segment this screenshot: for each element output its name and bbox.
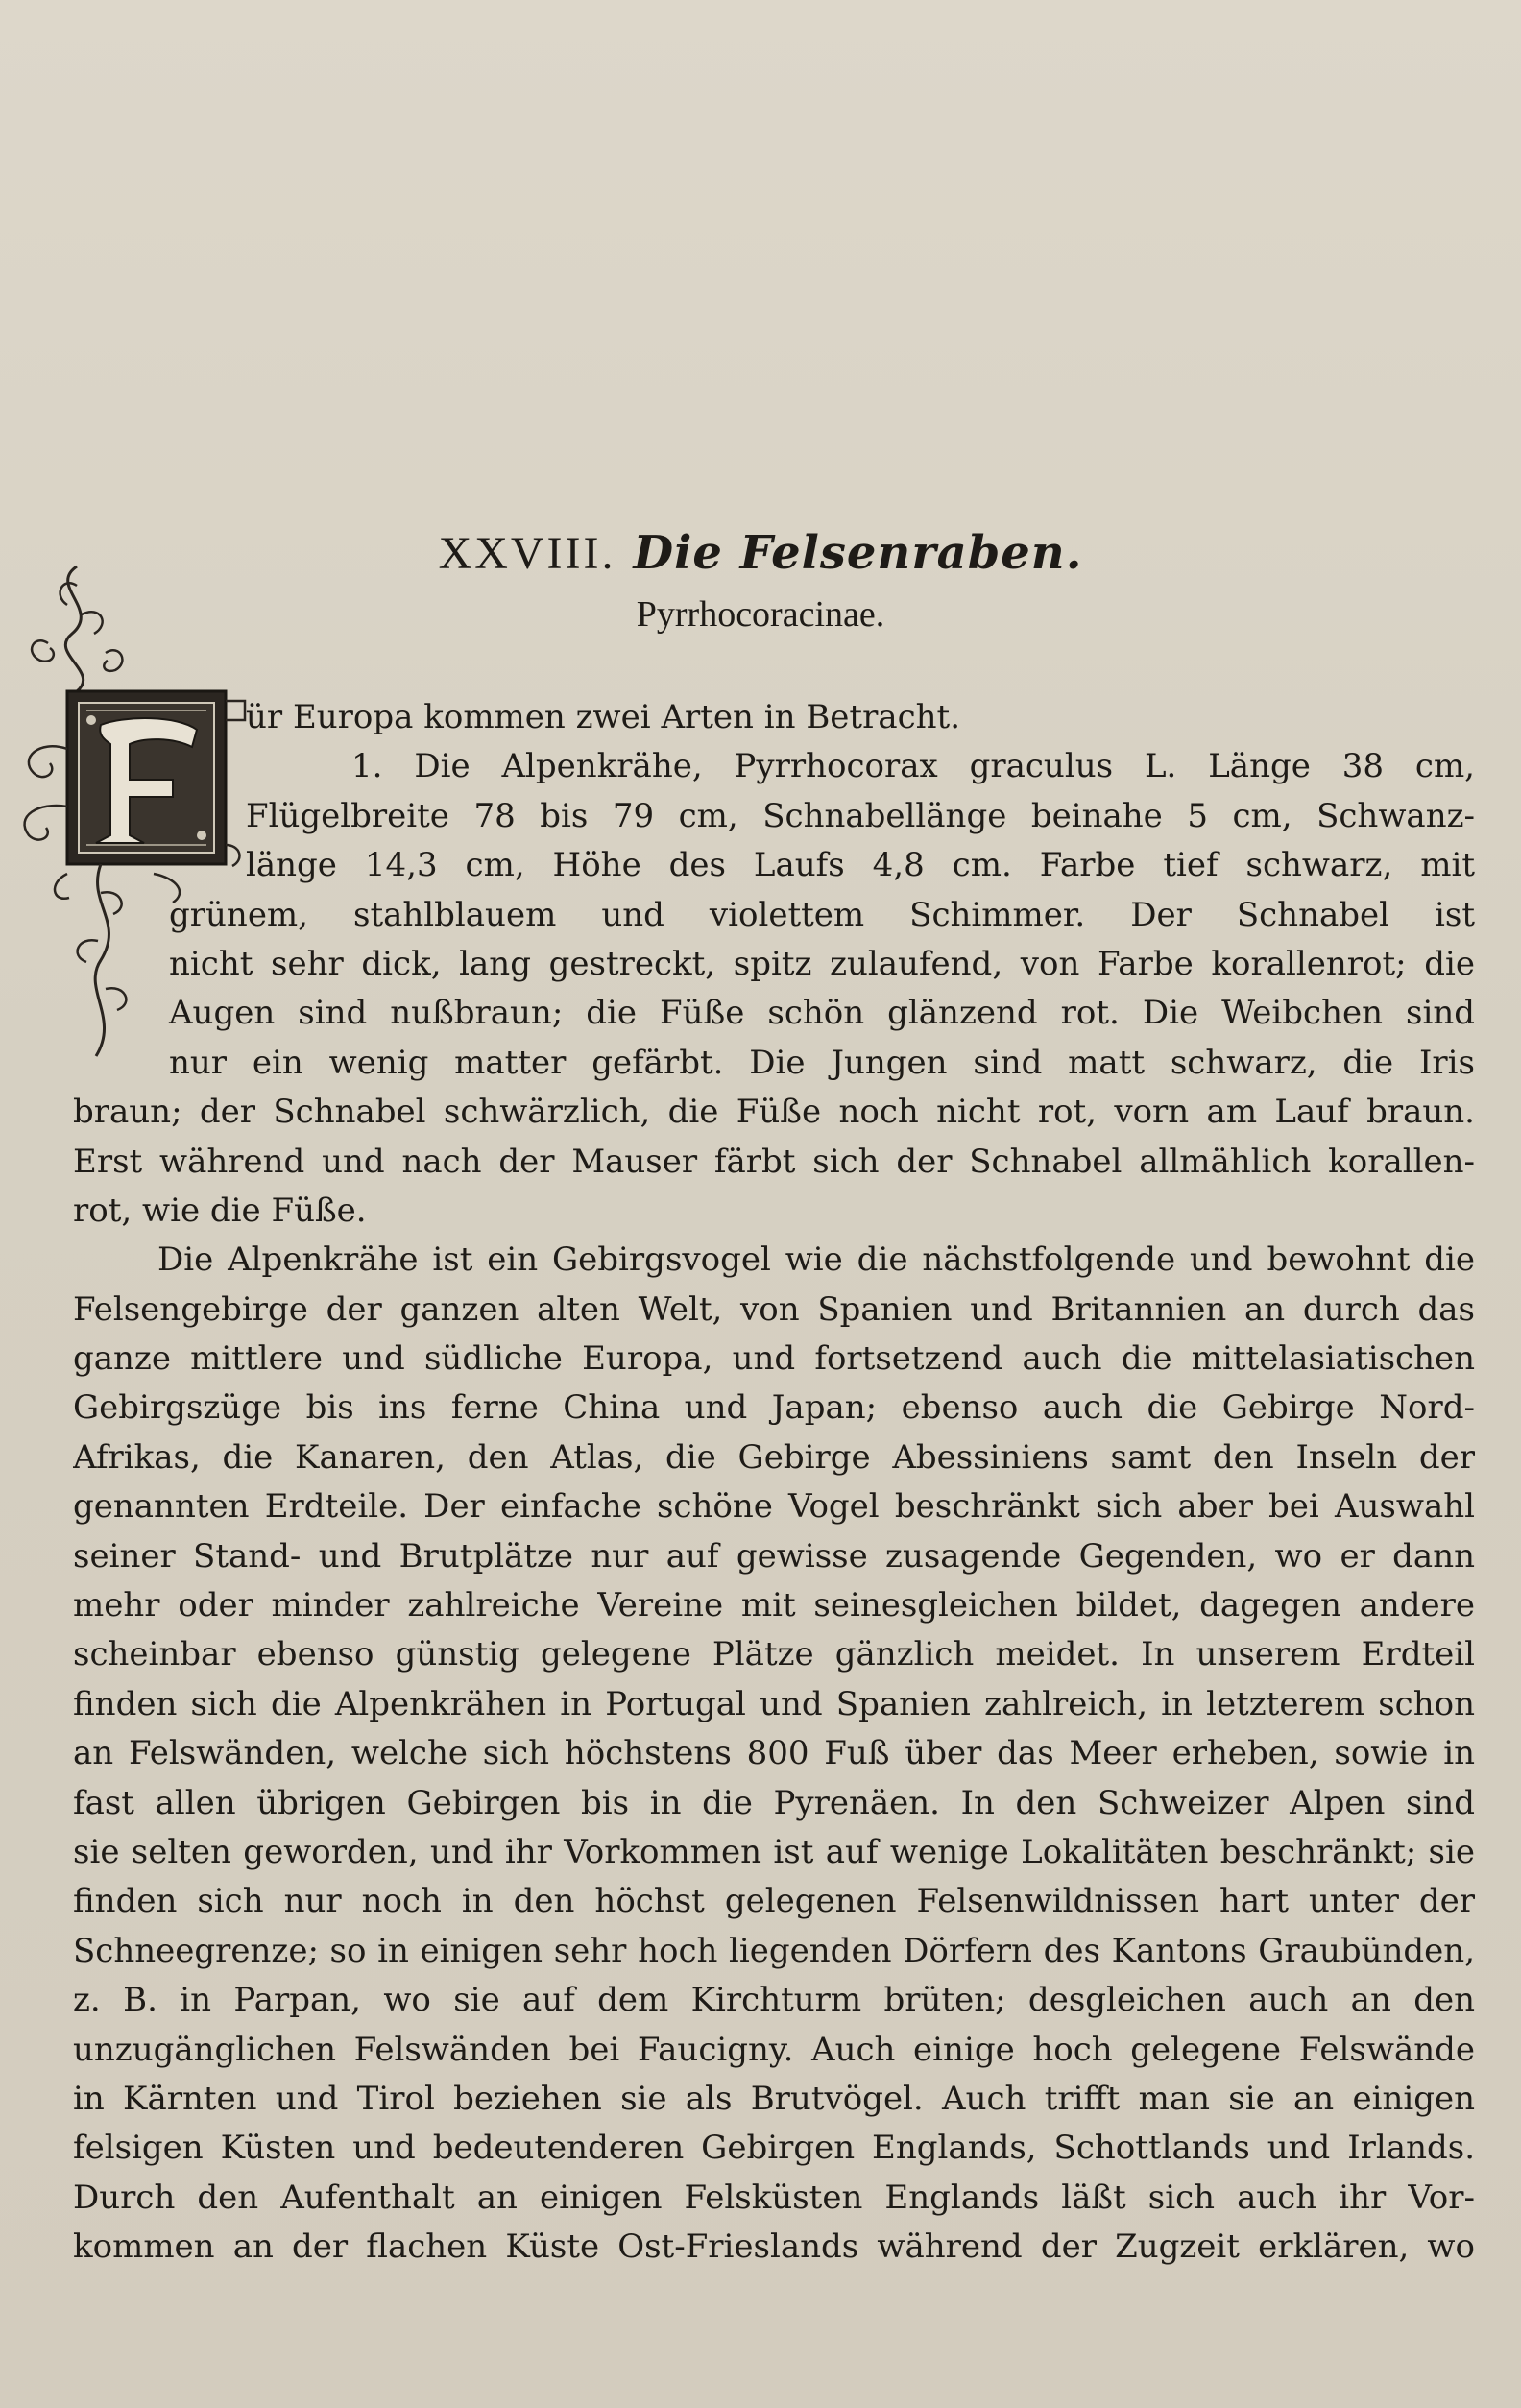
chapter-title: Die Felsenraben. [633,526,1083,580]
text-line: grünem, stahlblauem und violettem Schimmer. Der Schnabel ist [169,895,1475,934]
text-line: finden sich nur noch in den höchst gelegenen Felsenwildnissen hart unter der [73,1882,1475,1921]
text-line: ür Europa kommen zwei Arten in Betracht. [246,698,961,736]
text-line: scheinbar ebenso günstig gelegene Plätze gänzlich meidet. In unserem Erdteil [73,1635,1475,1674]
text-line: nur ein wenig matter gefärbt. Die Jungen sind matt schwarz, die Iris [169,1043,1475,1082]
chapter-number: XXVIII. [438,528,616,579]
text-line: Erst während und nach der Mauser färbt sich der Schnabel allmählich korallen- [73,1142,1475,1181]
text-line: z. B. in Parpan, wo sie auf dem Kirchturm brüten; desgleichen auch an den [73,1981,1475,2020]
text-line: sie selten geworden, und ihr Vorkommen ist auf wenige Lokalitäten beschränkt; sie [73,1832,1475,1871]
text-line: felsigen Küsten und bedeutenderen Gebirgen Englands, Schottlands und Irlands. [73,2129,1475,2168]
text-line: Felsengebirge der ganzen alten Welt, von Spanien und Britannien an durch das [73,1289,1475,1329]
text-line: seiner Stand- und Brutplätze nur auf gewisse zusagende Gegenden, wo er dann [73,1536,1475,1576]
text-line: braun; der Schnabel schwärzlich, die Füße noch nicht rot, vorn am Lauf braun. [73,1093,1475,1132]
body-text [73,693,1475,2273]
text-line: nicht sehr dick, lang gestreckt, spitz zulaufend, von Farbe korallenrot; die [169,944,1475,983]
text-line: länge 14,3 cm, Höhe des Laufs 4,8 cm. Farbe tief schwarz, mit [246,846,1475,885]
text-line: fast allen übrigen Gebirgen bis in die Pyrenäen. In den Schweizer Alpen sind [73,1783,1475,1822]
text-line: in Kärnten und Tirol beziehen sie als Brutvögel. Auch trifft man sie an einigen [73,2079,1475,2118]
chapter-subtitle: Pyrrhocoracinae. [636,594,885,635]
text-line: kommen an der flachen Küste Ost-Frieslands während der Zugzeit erklären, wo [73,2227,1475,2267]
text-line: Schneegrenze; so in einigen sehr hoch liegenden Dörfern des Kantons Graubünden, [73,1931,1475,1970]
text-line: Flügelbreite 78 bis 79 cm, Schnabellänge beinahe 5 cm, Schwanz- [246,796,1475,835]
text-line: genannten Erdteile. Der einfache schöne Vogel beschränkt sich aber bei Auswahl [73,1487,1475,1527]
text-line: finden sich die Alpenkrähen in Portugal und Spanien zahlreich, in letzterem schon [73,1684,1475,1723]
text-line: ganze mittlere und südliche Europa, und fortsetzend auch die mittelasiatischen [73,1339,1475,1379]
text-line: an Felswänden, welche sich höchstens 800 Fuß über das Meer erheben, sowie in [73,1734,1475,1773]
text-line: Augen sind nußbraun; die Füße schön glänzend rot. Die Weibchen sind [169,994,1475,1033]
text-line: Afrikas, die Kanaren, den Atlas, die Gebirge Abessiniens samt den Inseln der [73,1437,1475,1477]
text-line: 1. Die Alpenkrähe, Pyrrhocorax graculus L. Länge 38 cm, [351,747,1475,786]
text-line: Gebirgszüge bis ins ferne China und Japan; ebenso auch die Gebirge Nord- [73,1388,1475,1428]
text-line: Durch den Aufenthalt an einigen Felsküsten Englands läßt sich auch ihr Vor- [73,2178,1475,2217]
text-line: rot, wie die Füße. [73,1191,367,1230]
text-line: mehr oder minder zahlreiche Vereine mit seinesgleichen bildet, dagegen andere [73,1586,1475,1625]
text-line: Die Alpenkrähe ist ein Gebirgsvogel wie die nächstfolgende und bewohnt die [157,1240,1475,1280]
text-line: unzugänglichen Felswänden bei Faucigny. Auch einige hoch gelegene Felswände [73,2030,1475,2069]
